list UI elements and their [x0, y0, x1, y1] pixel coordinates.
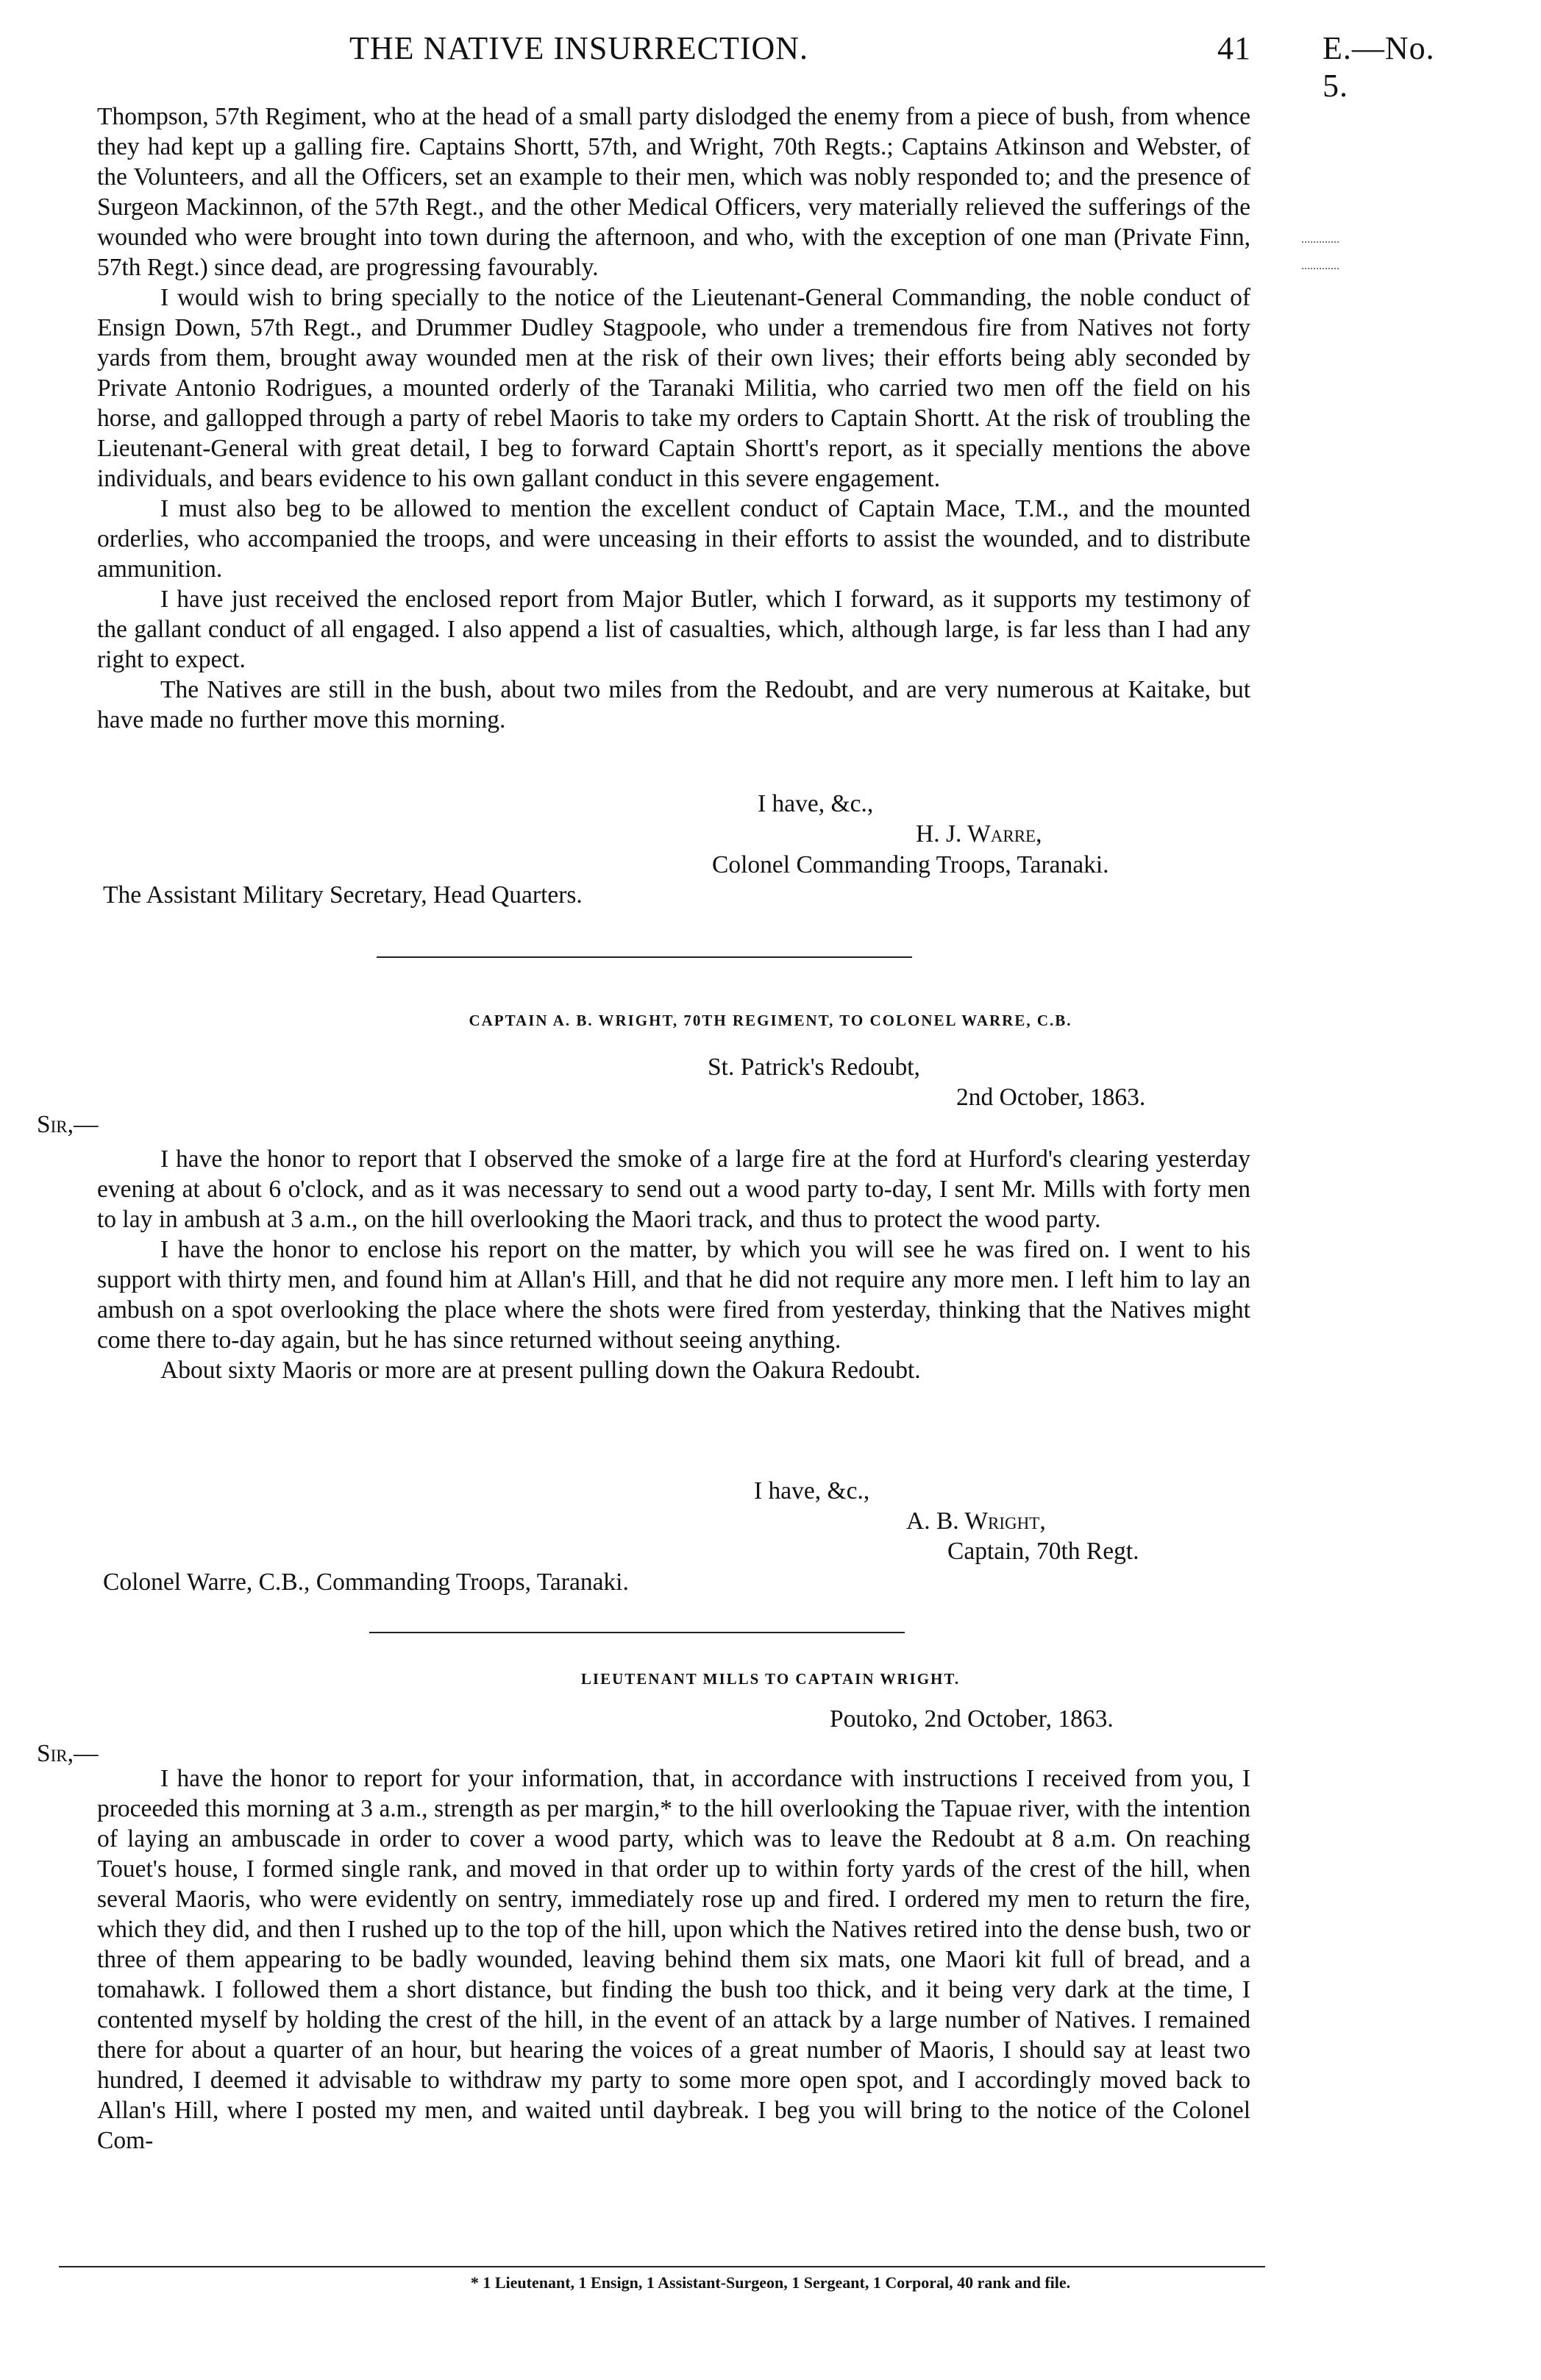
salutation: Sir,—	[37, 1740, 99, 1767]
addressee: Colonel Warre, C.B., Commanding Troops, Taranaki.	[103, 1569, 629, 1596]
signature: H. J. Warre,	[916, 820, 1042, 848]
letter-warre-body	[97, 102, 1250, 735]
letter-place: St. Patrick's Redoubt,	[708, 1054, 920, 1081]
page-header	[96, 29, 1453, 104]
closing: I have, &c.,	[754, 1477, 870, 1505]
signature-title: Colonel Commanding Troops, Taranaki.	[712, 851, 1109, 878]
paragraph: I must also beg to be allowed to mention the excellent conduct of Captain Mace, T.M., and the mounted orderlies, who accompanied the troops, and were unceasing in their efforts to assist the wounded, and to distribute ammunition.	[97, 495, 1250, 583]
paragraph: I have just received the enclosed report from Major Butler, which I forward, as it supports my testimony of the gallant conduct of all engaged. I also append a list of casualties, which, although large, is far less than I had any right to expect.	[97, 586, 1250, 673]
paragraph: Thompson, 57th Regiment, who at the head of a small party dislodged the enemy from a piece of bush, from whence they had kept up a galling fire. Captains Shortt, 57th, and Wright, 70th Regts.; Captains Atkinson and Webster, of the Volunteers, and all the Officers, set an example to their men, which was nobly responded to; and the presence of Surgeon Mackinnon, of the 57th Regt., and the other Medical Officers, very materially relieved the sufferings of the wounded who were brought into town during the afternoon, and who, with the exception of one man (Private Finn, 57th Regt.) since dead, are progressing favourably.	[97, 103, 1250, 281]
closing: I have, &c.,	[758, 790, 874, 817]
paragraph: I have the honor to report for your information, that, in accordance with instructions I received from you, I proceeded this morning at 3 a.m., strength as per margin,* to the hill overlooking the Tapuae river, with the intention of laying an ambuscade in order to cover a wood party, which was to leave the Redoubt at 8 a.m. On reaching Touet's house, I formed single rank, and moved in that order up to within forty yards of the crest of the hill, when several Maoris, who were evidently on sentry, immediately rose up and fired. I ordered my men to return the fire, which they did, and then I rushed up to the top of the hill, upon which the Natives retired into the dense bush, two or three of them appearing to be badly wounded, leaving behind them six mats, one Maori kit full of bread, and a tomahawk. I followed them a short distance, but finding the bush too thick, and it being very dark at the time, I contented myself by holding the crest of the hill, in the event of an attack by a large number of Natives. I remained there for about a quarter of an hour, but hearing the voices of a great number of Maoris, I should say at least two hundred, I deemed it advisable to withdraw my party to some more open spot, and I accordingly moved back to Allan's Hill, where I posted my men, and waited until daybreak. I beg you will bring to the notice of the Colonel Com-	[97, 1765, 1250, 2154]
letter-date: 2nd October, 1863.	[956, 1084, 1146, 1111]
addressee: The Assistant Military Secretary, Head Quarters.	[103, 881, 583, 909]
paragraph: The Natives are still in the bush, about two miles from the Redoubt, and are very numerous at Kaitake, but have made no further move this morning.	[97, 676, 1250, 733]
footnote: * 1 Lieutenant, 1 Ensign, 1 Assistant-Surgeon, 1 Sergeant, 1 Corporal, 40 rank and file.	[470, 2273, 1071, 2292]
paragraph: I have the honor to report that I observed the smoke of a large fire at the ford at Hurford's clearing yesterday evening at about 6 o'clock, and as it was necessary to send out a wood party to-day, I sent Mr. Mills with forty men to lay in ambush at 3 a.m., on the hill overlooking the Maori track, and thus to protect the wood party.	[97, 1145, 1250, 1233]
letter-place-date: Poutoko, 2nd October, 1863.	[830, 1705, 1114, 1733]
running-title: THE NATIVE INSURRECTION.	[349, 30, 809, 66]
section-divider	[377, 956, 912, 958]
paragraph: About sixty Maoris or more are at present pulling down the Oakura Redoubt.	[160, 1357, 921, 1384]
page-number: 41	[1217, 30, 1251, 66]
document-reference: E.—No. 5.	[1323, 30, 1435, 104]
letter-wright-body	[97, 1144, 1250, 1385]
paragraph: I have the honor to enclose his report on the matter, by which you will see he was fired on. I went to his support with thirty men, and found him at Allan's Hill, and that he did not require any more men. I left him to lay an ambush on a spot overlooking the place where the shots were fired from yesterday, thinking that the Natives might come there to-day again, but he has since returned without seeing anything.	[97, 1236, 1250, 1354]
signature-title: Captain, 70th Regt.	[947, 1538, 1139, 1565]
letter-mills-body	[97, 1763, 1250, 2156]
salutation: Sir,—	[37, 1111, 99, 1138]
letter-heading: CAPTAIN A. B. WRIGHT, 70TH REGIMENT, TO COLONEL WARRE, C.B.	[469, 1012, 1072, 1029]
letter-heading: LIEUTENANT MILLS TO CAPTAIN WRIGHT.	[580, 1670, 961, 1688]
section-divider	[369, 1632, 905, 1633]
footnote-divider	[59, 2266, 1265, 2267]
signature: A. B. Wright,	[906, 1507, 1046, 1535]
margin-mark	[1302, 241, 1339, 269]
paragraph: I would wish to bring specially to the notice of the Lieutenant-General Commanding, the noble conduct of Ensign Down, 57th Regt., and Drummer Dudley Stagpoole, who under a tremendous fire from Natives not forty yards from them, brought away wounded men at the risk of their own lives; their efforts being ably seconded by Private Antonio Rodrigues, a mounted orderly of the Taranaki Militia, who carried two men off the field on his horse, and gallopped through a party of rebel Maoris to take my orders to Captain Shortt. At the risk of troubling the Lieutenant-General with great detail, I beg to forward Captain Shortt's report, as it specially mentions the above individuals, and bears evidence to his own gallant conduct in this severe engagement.	[97, 284, 1250, 492]
